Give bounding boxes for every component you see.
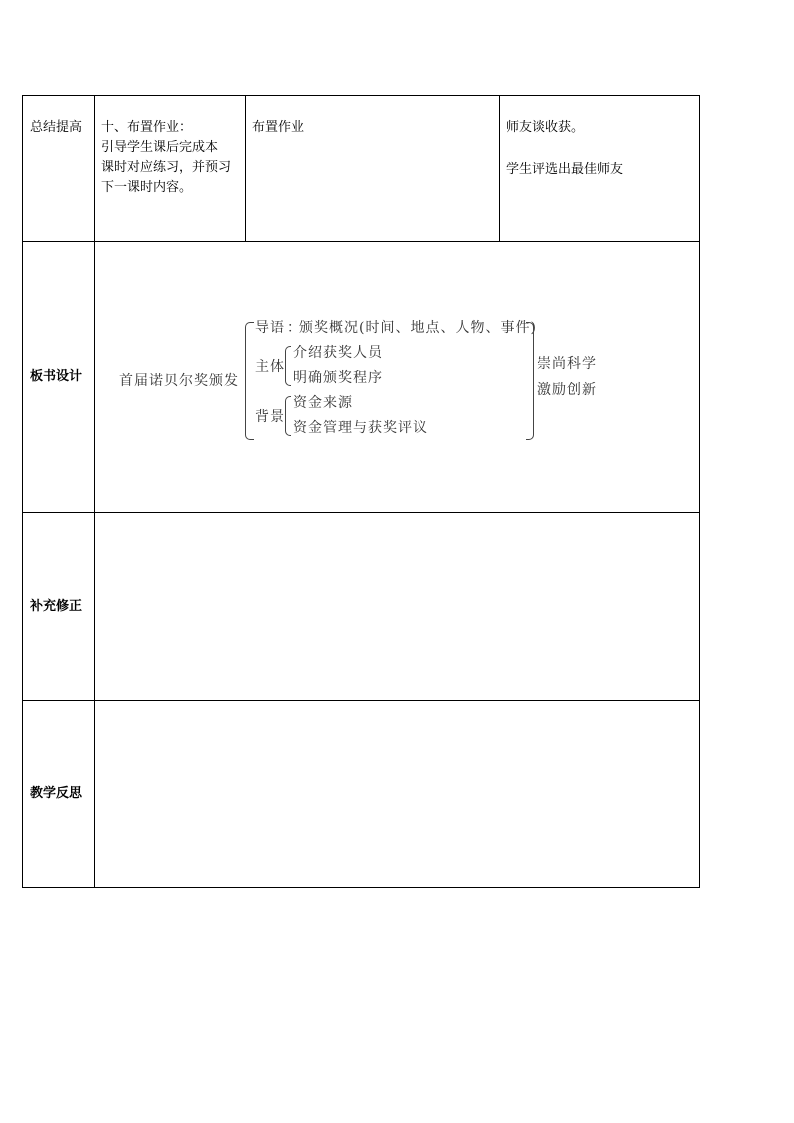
revision-row [23, 513, 700, 701]
branch-main-label: 主体 [255, 359, 285, 375]
main-brace [245, 322, 254, 440]
student-activity-cell [500, 96, 700, 242]
main-item: 介绍获奖人员 [293, 345, 383, 361]
branch-intro-label: 导语 [255, 320, 285, 336]
conclusion-line: 激励创新 [537, 382, 597, 398]
step-line: 下一课时内容。 [101, 180, 193, 195]
lesson-plan-table [22, 95, 700, 888]
branch-bg-label: 背景 [255, 409, 285, 425]
main-sub-brace [285, 346, 291, 386]
student-activity-line: 师友谈收获。 [506, 120, 585, 135]
branch-intro-text: 颁奖概况(时间、地点、人物、事件) [299, 320, 537, 336]
reflection-label: 教学反思 [23, 701, 95, 888]
board-design-label: 板书设计 [23, 242, 95, 513]
main-item: 明确颁奖程序 [293, 370, 383, 386]
board-design-cell [95, 242, 700, 513]
bg-item: 资金管理与获奖评议 [293, 420, 428, 436]
blackboard-outline: 首届诺贝尔奖颁发 导语 ： 颁奖概况(时间、地点、人物、事件) 主体 介绍获奖人员 明确颁奖程序 背景 资金来源 资金管理与获奖评议 崇尚科学 激励创新 [95, 242, 699, 512]
board-root: 首届诺贝尔奖颁发 [119, 373, 239, 389]
closing-brace [526, 322, 534, 440]
teacher-activity-text: 布置作业 [252, 120, 305, 135]
step-line: 课时对应练习，并预习 [101, 160, 232, 175]
student-activity-line: 学生评选出最佳师友 [506, 162, 624, 177]
teacher-activity-cell [246, 96, 500, 242]
bg-item: 资金来源 [293, 395, 353, 411]
step-line: 十、布置作业： [101, 120, 193, 135]
summary-label: 总结提高 [23, 96, 95, 242]
revision-label: 补充修正 [23, 513, 95, 701]
board-design-row [23, 242, 700, 513]
reflection-cell [95, 701, 700, 888]
step-line: 引导学生课后完成本 [101, 140, 219, 155]
conclusion-line: 崇尚科学 [537, 356, 597, 372]
revision-cell [95, 513, 700, 701]
step-description-cell [95, 96, 246, 242]
summary-row [23, 96, 700, 242]
reflection-row [23, 701, 700, 888]
bg-sub-brace [285, 396, 291, 436]
